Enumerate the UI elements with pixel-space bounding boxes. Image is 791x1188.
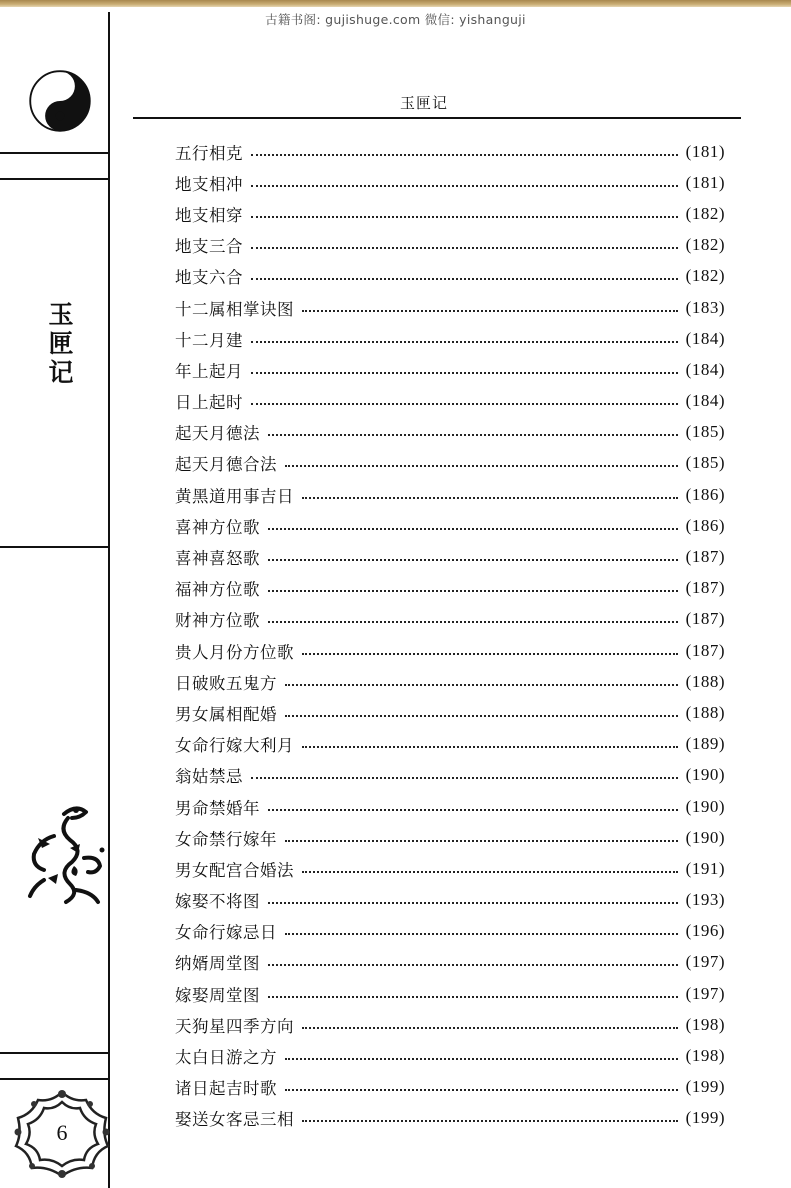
toc-entry-page: (196) xyxy=(685,921,725,941)
dragon-icon xyxy=(14,800,108,910)
toc-entry-page: (199) xyxy=(685,1077,725,1097)
toc-leader-dots xyxy=(251,777,678,779)
toc-entry-page: (189) xyxy=(685,734,725,754)
toc-entry[interactable] xyxy=(175,479,725,510)
toc-leader-dots xyxy=(268,902,678,904)
toc-entry-page: (186) xyxy=(685,484,725,504)
table-of-contents xyxy=(175,136,725,1134)
toc-entry-page: (185) xyxy=(685,422,725,442)
toc-leader-dots xyxy=(268,590,678,592)
toc-entry[interactable] xyxy=(175,916,725,947)
toc-entry[interactable] xyxy=(175,853,725,884)
toc-entry-page: (182) xyxy=(685,203,725,223)
toc-entry-title: 天狗星四季方向 xyxy=(175,1016,294,1036)
toc-entry[interactable] xyxy=(175,292,725,323)
margin-rule-1 xyxy=(0,152,110,154)
toc-leader-dots xyxy=(251,216,678,218)
header-rule xyxy=(133,117,741,119)
toc-entry-title: 翁姑禁忌 xyxy=(175,767,243,787)
toc-entry[interactable] xyxy=(175,1040,725,1071)
toc-entry-title: 太白日游之方 xyxy=(175,1048,277,1068)
toc-entry-page: (186) xyxy=(685,515,725,535)
toc-entry-page: (182) xyxy=(685,235,725,255)
toc-leader-dots xyxy=(285,840,678,842)
toc-entry-title: 女命禁行嫁年 xyxy=(175,829,277,849)
margin-rule-3 xyxy=(0,546,110,548)
toc-leader-dots xyxy=(285,715,678,717)
toc-entry-title: 嫁娶不将图 xyxy=(175,892,260,912)
margin-rule-2 xyxy=(0,178,110,180)
yin-yang-icon xyxy=(29,70,91,132)
toc-entry-page: (198) xyxy=(685,1014,725,1034)
toc-leader-dots xyxy=(302,871,678,873)
toc-entry-page: (184) xyxy=(685,391,725,411)
toc-entry[interactable] xyxy=(175,760,725,791)
toc-leader-dots xyxy=(268,809,678,811)
margin-rule-4 xyxy=(0,1052,110,1054)
toc-leader-dots xyxy=(251,185,678,187)
toc-entry-page: (190) xyxy=(685,765,725,785)
toc-entry-title: 纳婿周堂图 xyxy=(175,954,260,974)
running-header-title: 玉匣记 xyxy=(400,94,449,112)
toc-entry-title: 日破败五鬼方 xyxy=(175,673,277,693)
page-number: 6 xyxy=(56,1120,68,1145)
margin-rule-5 xyxy=(0,1078,110,1080)
toc-entry[interactable] xyxy=(175,323,725,354)
toc-leader-dots xyxy=(302,746,678,748)
toc-entry-page: (185) xyxy=(685,453,725,473)
toc-leader-dots xyxy=(268,559,678,561)
toc-entry[interactable] xyxy=(175,167,725,198)
toc-entry-title: 十二月建 xyxy=(175,330,243,350)
toc-entry-title: 贵人月份方位歌 xyxy=(175,642,294,662)
toc-entry-title: 娶送女客忌三相 xyxy=(175,1110,294,1130)
toc-leader-dots xyxy=(268,528,678,530)
toc-entry[interactable] xyxy=(175,1009,725,1040)
toc-entry-title: 喜神喜怒歌 xyxy=(175,549,260,569)
toc-leader-dots xyxy=(302,497,678,499)
toc-entry[interactable] xyxy=(175,510,725,541)
toc-entry[interactable] xyxy=(175,697,725,728)
toc-leader-dots xyxy=(302,653,678,655)
toc-entry-title: 五行相克 xyxy=(175,143,243,163)
toc-entry[interactable] xyxy=(175,604,725,635)
toc-entry-title: 起天月德合法 xyxy=(175,455,277,475)
toc-entry[interactable] xyxy=(175,729,725,760)
toc-leader-dots xyxy=(268,996,678,998)
toc-entry[interactable] xyxy=(175,386,725,417)
toc-entry-page: (197) xyxy=(685,952,725,972)
watermark-text: 古籍书阁: gujishuge.com 微信: yishanguji xyxy=(265,12,526,27)
toc-leader-dots xyxy=(268,434,678,436)
top-border xyxy=(0,0,791,7)
toc-entry-page: (198) xyxy=(685,1046,725,1066)
toc-entry-title: 女命行嫁大利月 xyxy=(175,736,294,756)
toc-leader-dots xyxy=(251,341,678,343)
toc-entry-page: (188) xyxy=(685,671,725,691)
toc-entry[interactable] xyxy=(175,978,725,1009)
toc-entry-page: (187) xyxy=(685,609,725,629)
toc-entry-title: 地支相冲 xyxy=(175,174,243,194)
toc-entry[interactable] xyxy=(175,635,725,666)
toc-entry-page: (190) xyxy=(685,827,725,847)
toc-entry[interactable] xyxy=(175,261,725,292)
toc-leader-dots xyxy=(302,310,678,312)
toc-entry-page: (188) xyxy=(685,702,725,722)
toc-entry-title: 地支相穿 xyxy=(175,205,243,225)
toc-entry[interactable] xyxy=(175,791,725,822)
toc-entry[interactable] xyxy=(175,230,725,261)
toc-entry-page: (183) xyxy=(685,297,725,317)
toc-entry-title: 男女属相配婚 xyxy=(175,704,277,724)
toc-entry-title: 财神方位歌 xyxy=(175,611,260,631)
toc-entry-page: (182) xyxy=(685,266,725,286)
margin-rule-vertical xyxy=(108,12,110,1188)
toc-entry-title: 嫁娶周堂图 xyxy=(175,985,260,1005)
toc-entry[interactable] xyxy=(175,666,725,697)
toc-leader-dots xyxy=(251,247,678,249)
toc-leader-dots xyxy=(251,372,678,374)
toc-entry-title: 男命禁婚年 xyxy=(175,798,260,818)
toc-entry[interactable] xyxy=(175,947,725,978)
toc-entry[interactable] xyxy=(175,1103,725,1134)
toc-leader-dots xyxy=(251,278,678,280)
toc-entry[interactable] xyxy=(175,573,725,604)
toc-entry[interactable] xyxy=(175,822,725,853)
toc-leader-dots xyxy=(268,964,678,966)
toc-leader-dots xyxy=(268,621,678,623)
toc-entry-title: 地支六合 xyxy=(175,268,243,288)
side-title-char-1: 玉 xyxy=(48,300,74,329)
toc-entry-title: 起天月德法 xyxy=(175,424,260,444)
toc-entry[interactable] xyxy=(175,354,725,385)
toc-entry[interactable] xyxy=(175,198,725,229)
toc-entry-page: (187) xyxy=(685,547,725,567)
toc-entry-page: (187) xyxy=(685,578,725,598)
toc-entry[interactable] xyxy=(175,448,725,479)
toc-entry-title: 男女配宫合婚法 xyxy=(175,860,294,880)
toc-entry-page: (184) xyxy=(685,328,725,348)
toc-entry-title: 黄黑道用事吉日 xyxy=(175,486,294,506)
toc-leader-dots xyxy=(285,1058,678,1060)
side-title-char-2: 匣 xyxy=(48,329,74,358)
toc-leader-dots xyxy=(285,684,678,686)
toc-leader-dots xyxy=(302,1120,678,1122)
toc-entry-page: (197) xyxy=(685,983,725,1003)
toc-entry-page: (181) xyxy=(685,141,725,161)
toc-leader-dots xyxy=(302,1027,678,1029)
toc-leader-dots xyxy=(251,403,678,405)
toc-entry[interactable] xyxy=(175,541,725,572)
toc-entry-title: 女命行嫁忌日 xyxy=(175,923,277,943)
toc-entry-title: 地支三合 xyxy=(175,237,243,257)
toc-leader-dots xyxy=(285,1089,678,1091)
side-book-title xyxy=(46,300,76,387)
toc-entry[interactable] xyxy=(175,885,725,916)
toc-leader-dots xyxy=(285,933,678,935)
toc-entry-page: (190) xyxy=(685,796,725,816)
toc-entry[interactable] xyxy=(175,417,725,448)
toc-entry-page: (199) xyxy=(685,1108,725,1128)
toc-entry-page: (184) xyxy=(685,359,725,379)
toc-entry-page: (187) xyxy=(685,640,725,660)
toc-leader-dots xyxy=(285,465,678,467)
toc-entry[interactable] xyxy=(175,1072,725,1103)
toc-entry-title: 日上起时 xyxy=(175,393,243,413)
toc-entry-title: 诸日起吉时歌 xyxy=(175,1079,277,1099)
toc-entry-title: 十二属相掌诀图 xyxy=(175,299,294,319)
side-title-char-3: 记 xyxy=(48,358,74,387)
toc-entry-page: (191) xyxy=(685,858,725,878)
toc-entry-page: (193) xyxy=(685,890,725,910)
toc-entry-page: (181) xyxy=(685,172,725,192)
toc-leader-dots xyxy=(251,154,678,156)
toc-entry-title: 年上起月 xyxy=(175,361,243,381)
toc-entry-title: 喜神方位歌 xyxy=(175,517,260,537)
toc-entry[interactable] xyxy=(175,136,725,167)
toc-entry-title: 福神方位歌 xyxy=(175,580,260,600)
